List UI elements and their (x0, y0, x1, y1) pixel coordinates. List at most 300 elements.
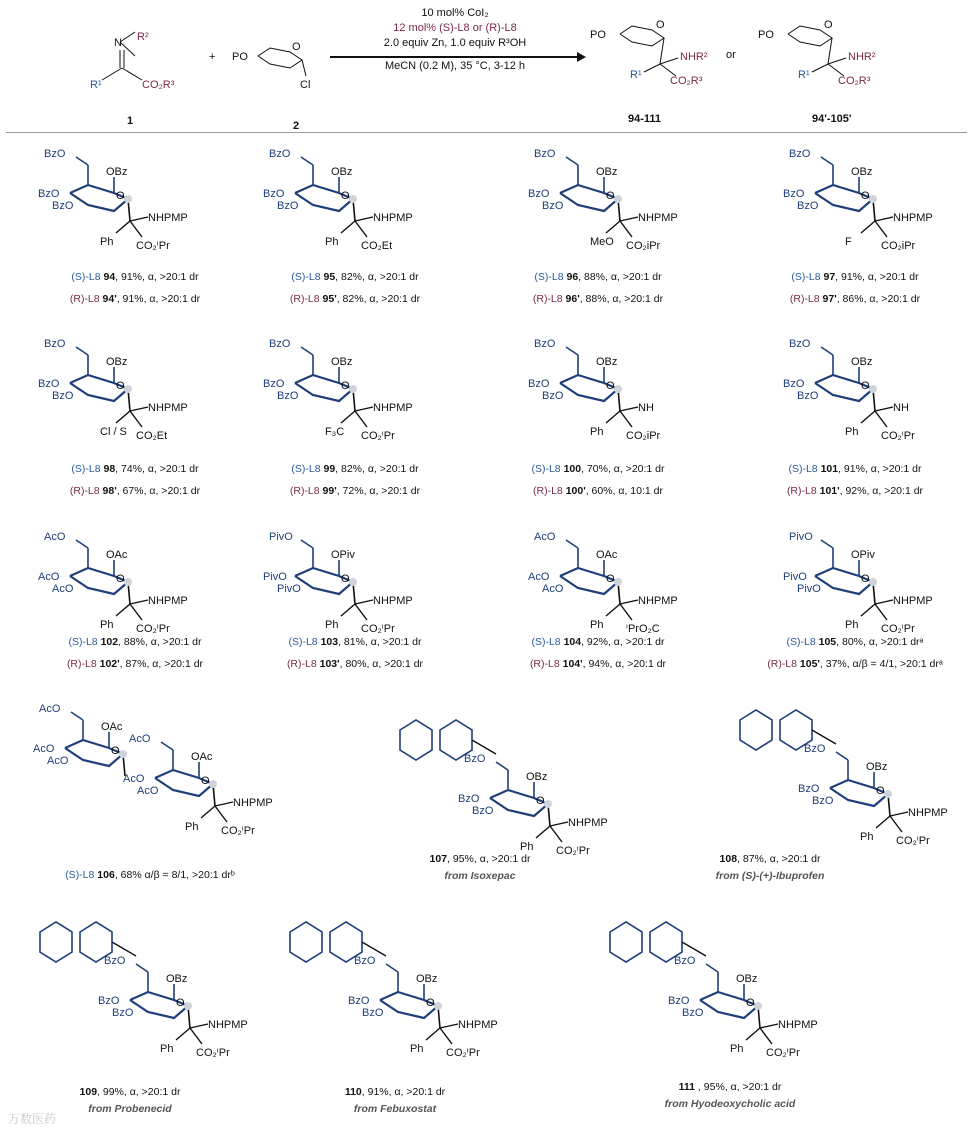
protecting-group-c2: OAc (101, 721, 123, 733)
drug-source: from (S)-(+)-Ibuprofen (715, 870, 825, 882)
ester-group: CO₂ⁱPr (221, 825, 255, 837)
structure-95 (255, 145, 455, 275)
protecting-group-c4: PivO (263, 571, 287, 583)
protecting-group-c2: OBz (526, 771, 548, 783)
caption-line (25, 657, 245, 671)
protecting-group-c3: BzO (277, 200, 299, 212)
protecting-group-c4: BzO (783, 378, 805, 390)
protecting-group-c4: BzO (798, 783, 820, 795)
yield-selectivity: , 92%, α, >20:1 dr (839, 485, 924, 497)
p1-r1: R¹ (630, 69, 642, 81)
compound-number: 99 (323, 463, 336, 475)
protecting-group-c6: AcO (534, 531, 556, 543)
aryl-group: Cl / S (100, 426, 127, 438)
caption-line (745, 484, 965, 498)
compound-number: 97 (823, 271, 836, 283)
anomeric-marker (434, 1002, 442, 1010)
caption-line (660, 852, 880, 866)
p2-po: PO (758, 29, 774, 41)
ligand-label: (R)-L8 (289, 293, 323, 305)
yield-selectivity: , 87%, α, >20:1 dr (119, 658, 204, 670)
ester-group: CO₂ⁱPr (881, 430, 915, 442)
protecting-group-c4: BzO (263, 378, 285, 390)
ligand-label: (R)-L8 (786, 485, 820, 497)
caption-line (488, 484, 708, 498)
reaction-arrow (330, 56, 578, 58)
caption-line (745, 635, 965, 649)
imine-ester: CO₂R³ (142, 79, 175, 91)
caption-line (488, 292, 708, 306)
compound-number: 94 (103, 271, 116, 283)
aryl-group: Ph (590, 426, 604, 438)
caption-line (25, 635, 245, 649)
ester-group: CO₂ⁱPr (556, 845, 590, 857)
aryl-group: Ph (845, 619, 859, 631)
caption-line (745, 462, 965, 476)
entry-caption-105 (745, 635, 965, 671)
scheme-divider (6, 132, 967, 133)
ring-oxygen: O (116, 573, 125, 585)
anomeric-marker (869, 578, 877, 586)
reactant2-label: 2 (293, 120, 300, 132)
aryl-group: Ph (325, 236, 339, 248)
ester-group: CO₂Et (136, 430, 168, 442)
entry-caption-111 (620, 1080, 840, 1094)
ligand-label: (S)-L8 (531, 463, 564, 475)
ester-group: CO₂ⁱPr (361, 623, 395, 635)
anomeric-marker (544, 800, 552, 808)
compound-number: 103 (320, 636, 339, 648)
ester-group: CO₂ⁱPr (446, 1047, 480, 1059)
entry-caption-99 (245, 462, 465, 498)
compound-number: 98' (102, 485, 117, 497)
caption-line (25, 270, 245, 284)
caption-line (245, 484, 465, 498)
ring-oxygen: O (746, 997, 755, 1009)
compound-number: 98 (103, 463, 116, 475)
compound-number: 104' (562, 658, 583, 670)
reactant1-label: 1 (127, 115, 134, 127)
ligand-label: (R)-L8 (533, 485, 566, 497)
anomeric-marker (124, 578, 132, 586)
amine-group: NHPMP (148, 212, 188, 224)
amine-group: NHPMP (373, 402, 413, 414)
yield-selectivity: , 95%, α, >20:1 dr (695, 1081, 782, 1093)
compound-number: 102 (100, 636, 119, 648)
protecting-group-c6: BzO (464, 753, 486, 765)
entry-caption-98 (25, 462, 245, 498)
anomeric-marker (184, 1002, 192, 1010)
anomeric-marker (349, 385, 357, 393)
ring-oxygen: O (876, 785, 885, 797)
ligand-label: (R)-L8 (286, 658, 320, 670)
protecting-group-c2: OBz (851, 166, 873, 178)
yield-selectivity: , 70%, α, >20:1 dr (581, 463, 665, 475)
aryl-group: Ph (160, 1043, 174, 1055)
compound-number: 100' (565, 485, 586, 497)
entry-caption-107 (370, 852, 590, 866)
structure-96 (520, 145, 720, 275)
entry-caption-96 (488, 270, 708, 306)
protecting-group-c2: OBz (331, 166, 353, 178)
yield-selectivity: , 95%, α, >20:1 dr (447, 853, 531, 865)
ester-group: CO₂ⁱPr (196, 1047, 230, 1059)
aryl-group: Ph (185, 821, 199, 833)
yield-selectivity: , 81%, α, >20:1 dr (338, 636, 422, 648)
protecting-group-c6: BzO (534, 338, 556, 350)
ligand-label: (S)-L8 (68, 636, 101, 648)
structure-97 (775, 145, 973, 275)
ring-oxygen: O (861, 380, 870, 392)
caption-line (25, 462, 245, 476)
amine-group: NH (893, 402, 909, 414)
aryl-group: Ph (860, 831, 874, 843)
protecting-group-c3: BzO (797, 200, 819, 212)
drug-source: from Febuxostat (353, 1103, 437, 1115)
amine-group: NHPMP (893, 212, 933, 224)
anomeric-marker (614, 195, 622, 203)
ring-oxygen: O (116, 380, 125, 392)
protecting-group-c4: BzO (38, 188, 60, 200)
compound-number: 102' (99, 658, 120, 670)
entry-caption-95 (245, 270, 465, 306)
yield-selectivity: , 82%, α, >20:1 dr (335, 271, 419, 283)
entry-caption-102 (25, 635, 245, 671)
yield-selectivity: , 72%, α, >20:1 dr (336, 485, 421, 497)
anomeric-marker (754, 1002, 762, 1010)
entry-caption-101 (745, 462, 965, 498)
compound-number: 100 (563, 463, 582, 475)
yield-selectivity: , 92%, α, >20:1 dr (581, 636, 665, 648)
amine-group: NHPMP (458, 1019, 498, 1031)
protecting-group-c3: AcO (52, 583, 74, 595)
caption-line (488, 635, 708, 649)
ligand-label: (S)-L8 (291, 463, 324, 475)
yield-selectivity: , 99%, α, >20:1 dr (97, 1086, 181, 1098)
ligand-label: (S)-L8 (791, 271, 824, 283)
yield-selectivity: , 91%, α, >20:1 dr (115, 271, 199, 283)
amine-group: NHPMP (233, 797, 273, 809)
yield-selectivity: , 91%, α, >20:1 dr (838, 463, 922, 475)
ligand-label: (S)-L8 (786, 636, 819, 648)
ring-oxygen: O (426, 997, 435, 1009)
entry-caption-97 (745, 270, 965, 306)
amine-group: NHPMP (638, 212, 678, 224)
p2-r1: R¹ (798, 69, 810, 81)
compound-number: 101' (819, 485, 840, 497)
amine-group: NH (638, 402, 654, 414)
yield-selectivity: , 82%, α, >20:1 dr (336, 293, 421, 305)
imine-r1: R¹ (90, 79, 102, 91)
protecting-group-c2: OPiv (851, 549, 875, 561)
ring-oxygen: O (341, 573, 350, 585)
protecting-group-c2: OAc (106, 549, 128, 561)
protecting-group-c3: AcO (47, 755, 69, 767)
caption-line (488, 657, 708, 671)
protecting-group-c2: OBz (736, 973, 758, 985)
ring-oxygen: O (111, 745, 120, 757)
product1-label: 94-111 (628, 113, 662, 125)
caption-line (488, 462, 708, 476)
aryl-group: Ph (325, 619, 339, 631)
p2-nh: NHR² (848, 51, 876, 63)
yield-selectivity: , 80%, α, >20:1 dr (339, 658, 424, 670)
protecting-group-c6: BzO (354, 955, 376, 967)
r2-cl: Cl (300, 79, 311, 91)
protecting-group-c2: OBz (596, 166, 618, 178)
ring-oxygen: O (606, 190, 615, 202)
ester-group: CO₂ⁱPr (361, 430, 395, 442)
yield-selectivity: , 67%, α, >20:1 dr (116, 485, 201, 497)
yield-selectivity: , 91%, α, >20:1 dr (116, 293, 201, 305)
protecting-group-c2: OAc (596, 549, 618, 561)
protecting-group-c3: BzO (52, 200, 74, 212)
amine-group: NHPMP (778, 1019, 818, 1031)
condition-ligand: 12 mol% (S)-L8 or (R)-L8 (393, 22, 517, 34)
yield-selectivity: , 37%, α/β = 4/1, >20:1 drᵃ (819, 658, 943, 670)
yield-selectivity: , 91%, α, >20:1 dr (361, 1086, 446, 1098)
protecting-group-c4: BzO (458, 793, 480, 805)
caption-line (20, 1085, 240, 1099)
caption-line (25, 292, 245, 306)
compound-number: 110 (344, 1086, 362, 1098)
protecting-group-c3: BzO (362, 1007, 384, 1019)
structure-110 (270, 902, 498, 1059)
aryl-group: Ph (100, 236, 114, 248)
ligand-label: (S)-L8 (531, 636, 564, 648)
compound-number: 106 (97, 869, 115, 881)
compound-number: 96' (565, 293, 580, 305)
p2-ester: CO₂R³ (838, 75, 871, 87)
yield-selectivity: , 68% α/β = 8/1, >20:1 drᵇ (114, 869, 235, 881)
ester-group: CO₂Et (361, 240, 393, 252)
compound-number: 111 (678, 1081, 696, 1093)
caption-line (370, 852, 590, 866)
protecting-group-c4: BzO (98, 995, 120, 1007)
aryl-group: Ph (590, 619, 604, 631)
protecting-group-c3: BzO (542, 390, 564, 402)
product2-label: 94'-105' (812, 113, 852, 125)
ring-oxygen: O (536, 795, 545, 807)
protecting-group-c6: AcO (39, 703, 61, 715)
yield-selectivity: , 88%, α, >20:1 dr (578, 271, 662, 283)
amine-group: NHPMP (373, 212, 413, 224)
protecting-group-c6: BzO (44, 338, 66, 350)
protecting-group-c4: BzO (668, 995, 690, 1007)
ester-group: CO₂iPr (626, 430, 661, 442)
protecting-group-c2: OBz (331, 356, 353, 368)
ligand-label: (S)-L8 (788, 463, 821, 475)
ligand-label: (R)-L8 (289, 485, 323, 497)
structure-109 (20, 902, 248, 1059)
compound-number: 94' (102, 293, 117, 305)
protecting-group-c2: OBz (866, 761, 888, 773)
ligand-label: (R)-L8 (66, 658, 100, 670)
caption-line (745, 292, 965, 306)
protecting-group-c4: BzO (528, 378, 550, 390)
amine-group: NHPMP (893, 595, 933, 607)
yield-selectivity: , 88%, α, >20:1 dr (118, 636, 202, 648)
entry-caption-103 (245, 635, 465, 671)
compound-number: 97' (822, 293, 837, 305)
protecting-group-c4: AcO (123, 773, 145, 785)
compound-number: 99' (322, 485, 337, 497)
r2-po: PO (232, 51, 248, 63)
p1-ester: CO₂R³ (670, 75, 703, 87)
amine-group: NHPMP (208, 1019, 248, 1031)
protecting-group-c6: PivO (789, 531, 813, 543)
protecting-group-c4: PivO (783, 571, 807, 583)
anomeric-marker (209, 780, 217, 788)
yield-selectivity: , 87%, α, >20:1 dr (737, 853, 821, 865)
compound-number: 103' (319, 658, 340, 670)
caption-line (245, 292, 465, 306)
aryl-group: Ph (410, 1043, 424, 1055)
ring-oxygen: O (861, 573, 870, 585)
protecting-group-c4: BzO (38, 378, 60, 390)
protecting-group-c4: BzO (263, 188, 285, 200)
protecting-group-c2: OBz (106, 166, 128, 178)
ester-group: CO₂ⁱPr (766, 1047, 800, 1059)
anomeric-marker (614, 578, 622, 586)
structure-99 (255, 335, 455, 465)
anomeric-marker (349, 195, 357, 203)
r2-o: O (292, 41, 301, 53)
protecting-group-c3: BzO (52, 390, 74, 402)
product-beta (758, 18, 888, 108)
reactant-imine (80, 22, 190, 112)
aryl-group: Ph (100, 619, 114, 631)
yield-selectivity: , 86%, α, >20:1 dr (836, 293, 921, 305)
condition-catalyst: 10 mol% CoI₂ (421, 7, 489, 19)
ring-oxygen: O (116, 190, 125, 202)
aryl-group: Ph (845, 426, 859, 438)
compound-number: 95 (323, 271, 336, 283)
ester-group: CO₂ⁱPr (896, 835, 930, 847)
amine-group: NHPMP (148, 402, 188, 414)
yield-selectivity: , 82%, α, >20:1 dr (335, 463, 419, 475)
compound-number: 105' (799, 658, 820, 670)
reactant-glycosyl-chloride (228, 30, 328, 110)
ester-group: CO₂ⁱPr (136, 240, 170, 252)
protecting-group-c3: BzO (112, 1007, 134, 1019)
anomeric-marker (884, 790, 892, 798)
condition-additive: 2.0 equiv Zn, 1.0 equiv R³OH (383, 37, 527, 49)
ligand-label: (S)-L8 (71, 271, 104, 283)
yield-selectivity: , 94%, α, >20:1 dr (582, 658, 667, 670)
compound-number: 104 (563, 636, 582, 648)
ester-group: CO₂iPr (881, 240, 916, 252)
compound-number: 101 (820, 463, 839, 475)
reaction-conditions (330, 6, 580, 74)
compound-number: 108 (719, 853, 738, 865)
protecting-group-c3: BzO (472, 805, 494, 817)
plus-sign: + (209, 51, 216, 63)
protecting-group-c6: BzO (269, 148, 291, 160)
protecting-group-c2: OPiv (331, 549, 355, 561)
structure-106 (25, 700, 273, 837)
caption-line (745, 657, 965, 671)
protecting-group-c6: AcO (44, 531, 66, 543)
anomeric-marker (869, 195, 877, 203)
caption-line (245, 462, 465, 476)
caption-line (245, 657, 465, 671)
amine-group: NHPMP (568, 817, 608, 829)
yield-selectivity: , 74%, α, >20:1 dr (115, 463, 199, 475)
ring-oxygen: O (176, 997, 185, 1009)
protecting-group-c3: BzO (682, 1007, 704, 1019)
structure-108 (720, 690, 948, 847)
protecting-group-c3: BzO (277, 390, 299, 402)
entry-caption-109 (20, 1085, 240, 1099)
protecting-group-c3: AcO (137, 785, 159, 797)
structure-111 (590, 902, 818, 1059)
aryl-group: F₃C (325, 426, 345, 438)
protecting-group-c4: BzO (528, 188, 550, 200)
ligand-label: (S)-L8 (534, 271, 567, 283)
compound-number: 109 (79, 1086, 98, 1098)
protecting-group-c3: PivO (797, 583, 821, 595)
caption-line (285, 1085, 505, 1099)
amine-group: NHPMP (373, 595, 413, 607)
ligand-label: (R)-L8 (69, 293, 103, 305)
protecting-group-c2: OBz (106, 356, 128, 368)
caption-line (620, 1080, 840, 1094)
caption-line (488, 270, 708, 284)
ring-oxygen: O (201, 775, 210, 787)
caption-line (40, 868, 260, 882)
protecting-group-c6: BzO (804, 743, 826, 755)
product-alpha (590, 18, 720, 108)
aryl-group: F (845, 236, 852, 248)
caption-line (245, 270, 465, 284)
aryl-group: Ph (520, 841, 534, 853)
aryl-group: MeO (590, 236, 614, 248)
protecting-group-c3: AcO (542, 583, 564, 595)
ring-oxygen: O (861, 190, 870, 202)
ligand-label: (R)-L8 (69, 485, 103, 497)
ring-oxygen: O (341, 190, 350, 202)
protecting-group-c3: BzO (797, 390, 819, 402)
protecting-group-c2: OAc (191, 751, 213, 763)
protecting-group-c6: PivO (269, 531, 293, 543)
entry-caption-110 (285, 1085, 505, 1099)
ester-group: CO₂ⁱPr (881, 623, 915, 635)
ligand-label: (S)-L8 (65, 869, 98, 881)
entry-caption-100 (488, 462, 708, 498)
ring-oxygen: O (606, 573, 615, 585)
protecting-group-c4: AcO (38, 571, 60, 583)
structure-101 (775, 335, 973, 465)
protecting-group-c2: OBz (416, 973, 438, 985)
imine-n: N (114, 37, 122, 49)
entry-caption-108 (660, 852, 880, 866)
ligand-label: (R)-L8 (789, 293, 823, 305)
amine-group: NHPMP (148, 595, 188, 607)
ester-group: CO₂ⁱPr (136, 623, 170, 635)
imine-r2: R² (137, 31, 149, 43)
structure-94 (30, 145, 230, 275)
compound-number: 96 (566, 271, 579, 283)
protecting-group-c6: BzO (104, 955, 126, 967)
compound-number: 107 (429, 853, 448, 865)
p1-nh: NHR² (680, 51, 708, 63)
ester-group: CO₂iPr (626, 240, 661, 252)
drug-source: from Hyodeoxycholic acid (664, 1098, 796, 1110)
compound-number: 105 (818, 636, 837, 648)
ring-oxygen: O (341, 380, 350, 392)
protecting-group-c4: AcO (528, 571, 550, 583)
